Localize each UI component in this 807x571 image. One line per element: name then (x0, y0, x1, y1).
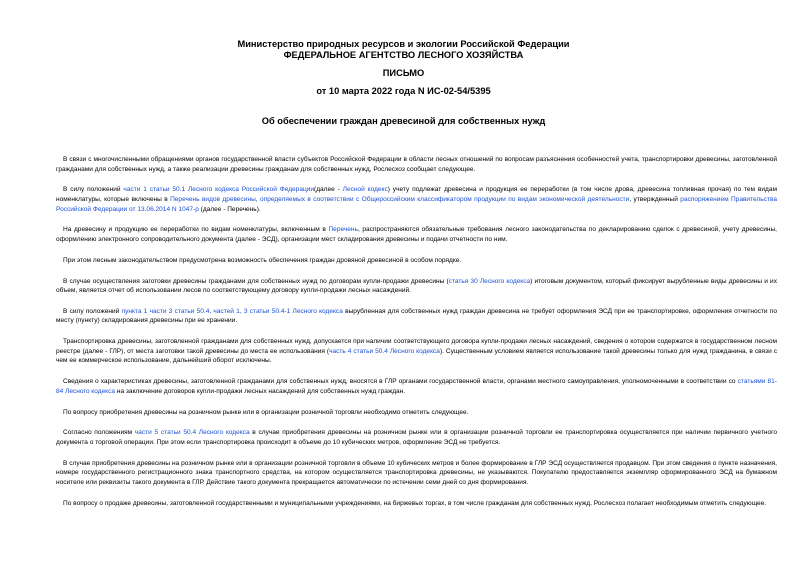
paragraph-text: Транспортировка древесины, заготовленной гражданами для собственных нужд, допускается при наличии соответствующего договора купли-продажи лесных насаждений, сведения о котором содержатся в государственном лесном реестре (далее - ГЛР), от места заготовки такой древесины до места ее использования ( (56, 338, 777, 355)
paragraph-text: вырубленная для собственных нужд граждан древесина не требует оформления ЭСД при ее транспортировке, оформления отчетности по месту (пункту) складирования древесины при ее хранении. (56, 307, 777, 325)
document-date-number: от 10 марта 2022 года N ИС-02-54/5395 (316, 86, 491, 96)
paragraph-text: на заключение договоров купли-продажи лесных насаждений для собственных нужд граждан. (115, 387, 406, 395)
agency-name: ФЕДЕРАЛЬНОЕ АГЕНТСТВО ЛЕСНОГО ХОЗЯЙСТВА (283, 50, 524, 60)
paragraph-text: В силу положений (63, 307, 122, 315)
law-link-part-4-article-50-4[interactable]: часть 4 статьи 50.4 Лесного кодекса (329, 347, 440, 355)
paragraph-3 (56, 225, 777, 244)
document-header (0, 39, 807, 61)
paragraph-10 (56, 428, 777, 447)
paragraph-text: ) учету подлежат древесина и продукция ее переработки (в том числе дрова, древесина топливная прочая) по тем видам номенклатуры, которые включены в (56, 186, 777, 203)
paragraph-6 (56, 307, 777, 326)
law-link-forest-code[interactable]: Лесной кодекс (342, 186, 388, 194)
paragraph-9 (56, 408, 777, 418)
paragraph-text: В случае осуществления заготовки древесины гражданами для собственных нужд по договорам купли-продажи древесины ( (63, 277, 449, 285)
law-link-article-50-1[interactable]: части 1 статьи 50.1 Лесного кодекса Российской Федерации (123, 186, 315, 194)
paragraph-text: По вопросу приобретения древесины на розничном рынке или в организации розничной торговли необходимо отметить следующее. (63, 408, 469, 416)
paragraph-text: , распространяются обязательные требования лесного законодательства по декларированию сделок с древесиной, учету древесины, оформлению электронного сопроводительного документа (далее - ЭСД), организации мест складирования древесины и подачи отчетности по ним. (56, 226, 777, 243)
paragraph-text: Сведения о характеристиках древесины, заготовленной гражданами для собственных нужд, вносятся в ГЛР органами государственной власти, органами местного самоуправления, уполномоченными в соответствии со (63, 378, 738, 386)
paragraph-text: Согласно положениям (63, 429, 135, 437)
paragraph-8 (56, 377, 777, 396)
link-government-order[interactable]: распоряжением Правительства Российской Федерации от 13.06.2014 N 1047-р (56, 195, 777, 213)
paragraph-11 (56, 459, 777, 488)
link-list[interactable]: Перечень (328, 226, 358, 234)
paragraph-text: ). Существенным условием является использование такой древесины только для нужд гражданина, в связи с чем ее коммерческое использование, дальнейший оборот исключены. (56, 347, 778, 365)
paragraph-2 (56, 185, 777, 214)
document-subject: Об обеспечении граждан древесиной для собственных нужд (261, 116, 546, 126)
law-link-articles-81-84[interactable]: статьями 81-84 Лесного кодекса (56, 378, 777, 395)
paragraph-12 (56, 499, 777, 509)
law-link-part-5-article-50-4[interactable]: части 5 статьи 50.4 Лесного кодекса (134, 429, 250, 437)
paragraph-4 (56, 256, 777, 266)
paragraph-text: в случае приобретения древесины на розничном рынке или в организации розничной торговли ее транспортировка осуществляется при наличии первичного учетного документа о торговой операции. При этом если транспортировка происходит в объеме до 10 кубических метров, оформление ЭСД не требуется. (56, 429, 777, 446)
paragraph-text: (далее - (314, 186, 343, 194)
paragraph-5 (56, 277, 777, 296)
paragraph-text: На древесину и продукцию ее переработки по видам номенклатуры, включенным в (63, 226, 329, 234)
paragraph-text: , утвержденный (629, 195, 681, 203)
link-wood-types-list[interactable]: Перечень видов древесины, определяемых в соответствии с Общероссийским классификатором продукции по видам экономической деятельности (170, 195, 630, 203)
paragraph-text: В случае приобретения древесины на розничном рынке или в организации розничной торговли в объеме 10 кубических метров и более формирование в ГЛР ЭСД осуществляется продавцом. При этом сведения о пункте назначения, номере государственного регистрационного знака транспортного средства, на котором осуществляется транспортировка древесины, не указываются. Покупателю предоставляется экземпляр сформированного ЭСД на бумажном носителе или реквизиты такого документа в ГЛР. Действие такого документа прекращается автоматически по истечении семи дней со дня формирования. (56, 459, 777, 486)
law-link-article-50-4[interactable]: пункта 1 части 3 статьи 50.4, частей 1, 3 статьи 50.4-1 Лесного кодекса (121, 307, 343, 315)
paragraph-text: В связи с многочисленными обращениями органов государственной власти субъектов Российской Федерации в области лесных отношений по вопросам разъяснения особенностей учета, транспортировки древесины, заготовленной гражданами для собственных нужд, а также реализации древесины гражданам для собственных нужд, Рослесхоз сообщает следующее. (56, 156, 777, 173)
paragraph-text: ) итоговым документом, который фиксирует вырубленные виды древесины и их объем, является отчет об использовании лесов по соответствующему договору купли-продажи лесных насаждений. (56, 277, 777, 295)
paragraph-1 (56, 155, 777, 174)
law-link-article-30[interactable]: статья 30 Лесного кодекса (448, 277, 531, 285)
ministry-name: Министерство природных ресурсов и экологии Российской Федерации (237, 39, 570, 49)
paragraph-text: По вопросу о продаже древесины, заготовленной государственными и муниципальными учреждениями, на биржевых торгах, в том числе гражданам для собственных нужд, Рослесхоз полагает необходимым отметить следующее. (63, 499, 767, 507)
paragraph-7 (56, 337, 777, 366)
paragraph-text: При этом лесным законодательством предусмотрена возможность обеспечения граждан дровяной древесиной в особом порядке. (63, 256, 462, 264)
paragraph-text: В силу положений (63, 186, 124, 194)
document-type: ПИСЬМО (382, 68, 425, 78)
document-body (56, 155, 777, 520)
paragraph-text: (далее - Перечень). (198, 205, 261, 213)
